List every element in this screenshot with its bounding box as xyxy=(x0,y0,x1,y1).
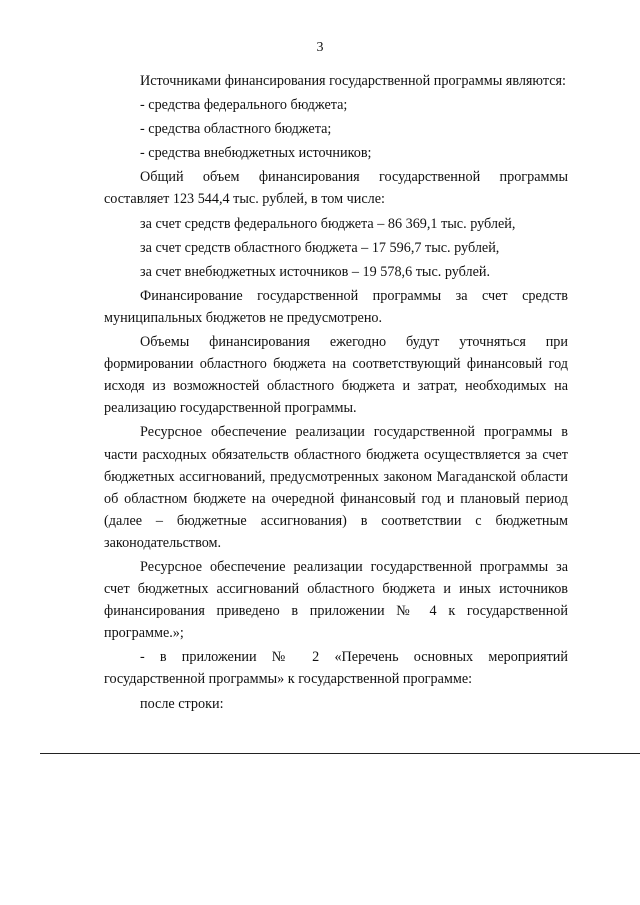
line-regional-amount: за счет средств областного бюджета – 17 596,7 тыс. рублей, xyxy=(140,239,500,256)
document-body xyxy=(104,70,568,715)
horizontal-rule xyxy=(40,753,640,754)
paragraph-volumes: Объемы финансирования ежегодно будут уточняться при формировании областного бюджета на соответствующий финансовый год исходя из возможностей областного бюджета и затрат, необходимых на реализацию государственной программы. xyxy=(104,334,568,417)
line-after-row: после строки: xyxy=(140,695,224,712)
line-offbudget-amount: за счет внебюджетных источников – 19 578,6 тыс. рублей. xyxy=(140,263,491,280)
list-item-offbudget: - средства внебюджетных источников; xyxy=(140,145,372,162)
paragraph-resource-law: Ресурсное обеспечение реализации государственной программы в части расходных обязательств областного бюджета осуществляется за счет бюджетных ассигнований, предусмотренных законом Магаданской области об областном бюджете на очередной финансовый год и плановый период (далее – бюджетные ассигнования) в соответствии с бюджетным законодательством. xyxy=(104,424,568,551)
paragraph-appendix-2: - в приложении № 2 «Перечень основных мероприятий государственной программы» к государственной программе: xyxy=(104,649,568,688)
page-number: 3 xyxy=(316,40,324,55)
list-item-regional: - средства областного бюджета; xyxy=(140,121,332,138)
paragraph-municipal: Финансирование государственной программы за счет средств муниципальных бюджетов не предусмотрено. xyxy=(104,287,568,326)
paragraph-resource-appendix: Ресурсное обеспечение реализации государственной программы за счет бюджетных ассигнований областного бюджета и иных источников финансирования приведено в приложении № 4 к государственной программе.»; xyxy=(104,558,568,642)
paragraph-total: Общий объем финансирования государственной программы составляет 123 544,4 тыс. рублей, в том числе: xyxy=(104,169,568,208)
line-federal-amount: за счет средств федерального бюджета – 86 369,1 тыс. рублей, xyxy=(140,215,516,232)
list-item-federal: - средства федерального бюджета; xyxy=(140,97,348,114)
paragraph-sources: Источниками финансирования государственной программы являются: xyxy=(140,73,566,89)
